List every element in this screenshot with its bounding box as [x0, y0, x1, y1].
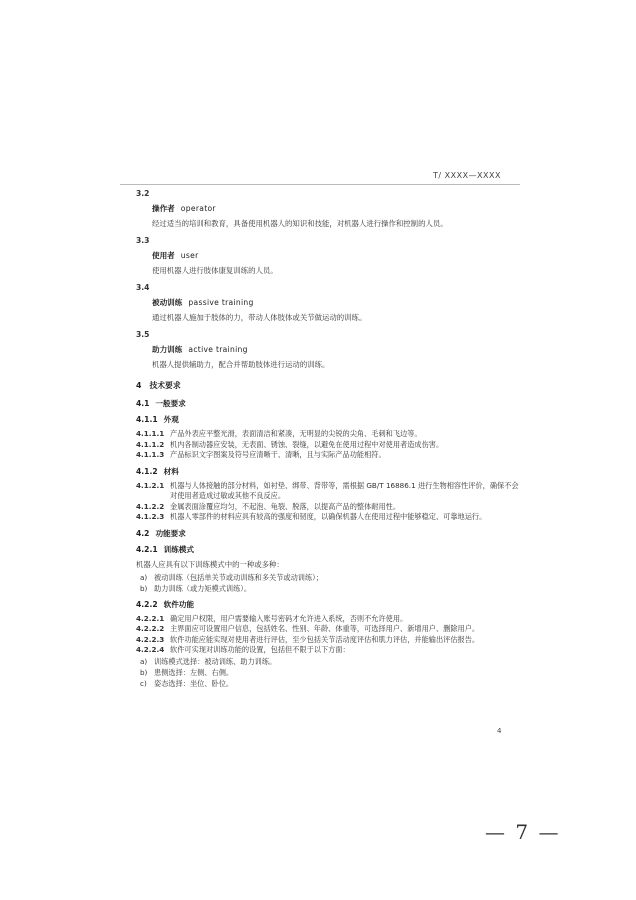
term-chinese: 使用者 — [152, 251, 175, 260]
clause-4-2-2-3 — [136, 635, 520, 646]
term-number: 3.5 — [136, 330, 150, 339]
term-heading — [152, 250, 520, 261]
subsection-heading-4-2-1 — [136, 544, 520, 555]
clause-number: 4.2.2.2 — [136, 624, 165, 633]
clause-text: 确定用户权限，用户需要输入账号密码才允许进入系统，否则不允许使用。 — [170, 613, 408, 623]
list-text: 患侧选择：左侧、右侧。 — [154, 667, 234, 677]
subsection-number: 4.1 — [136, 399, 150, 408]
clause-number: 4.1.1.2 — [136, 439, 165, 449]
section-title: 技术要求 — [149, 381, 181, 390]
term-heading — [152, 203, 520, 214]
term-chinese: 操作者 — [152, 204, 175, 213]
subsection-title: 功能要求 — [155, 528, 186, 538]
subsection-number: 4.2.2 — [136, 599, 158, 609]
clause-4-1-2-3 — [136, 512, 520, 523]
list-item — [140, 656, 520, 667]
list-item — [140, 583, 520, 594]
term-definition: 经过适当的培训和教育，具备使用机器人的知识和技能，对机器人进行操作和控制的人员。 — [152, 219, 448, 228]
subsection-heading-4-2 — [136, 528, 520, 539]
clause-text: 机内各制动器应安装，无表面、锈蚀、裂缝，以避免在使用过程中对使用者造成伤害。 — [170, 439, 444, 449]
standard-code: T/ XXXX—XXXX — [433, 171, 501, 180]
clause-text: 软件可实现对训练功能的设置，包括但不限于以下方面： — [170, 645, 350, 654]
subsection-heading-4-1-1 — [136, 414, 520, 425]
term-entry-3-3 — [136, 235, 520, 276]
subsection-number: 4.1.1 — [136, 415, 158, 424]
term-entry-3-4 — [136, 282, 520, 323]
term-chinese: 助力训练 — [152, 345, 183, 354]
list-item — [140, 667, 520, 678]
list-marker: b) — [140, 667, 148, 677]
subsection-heading-4-1 — [136, 398, 520, 409]
list-marker: c) — [140, 678, 147, 688]
clause-number: 4.1.1.3 — [136, 450, 165, 459]
section-number: 4 — [136, 381, 142, 390]
list-item — [140, 678, 520, 689]
list-text: 训练模式选择：被动训练、助力训练。 — [154, 656, 277, 666]
clause-4-1-1-3 — [136, 450, 520, 461]
clause-number: 4.1.1.1 — [136, 429, 165, 438]
subsection-number: 4.1.2 — [136, 466, 158, 476]
clause-4-1-2-1 — [136, 481, 520, 502]
header-divider — [120, 184, 520, 185]
folio-page-number: — 7 — — [485, 820, 561, 844]
clause-number: 4.2.2.3 — [136, 634, 165, 644]
clause-text: 主界面应可设置用户信息，包括姓名、性别、年龄、体重等，可选择用户、新增用户、删除用户。 — [170, 624, 480, 633]
inner-page-number: 4 — [497, 727, 502, 735]
term-number: 3.2 — [136, 189, 150, 198]
clause-number: 4.1.2.2 — [136, 501, 165, 511]
clause-text: 软件功能应能实现对使用者进行评估，至少包括关节活动度评估和肌力评估，并能输出评估报告。 — [170, 634, 480, 644]
subsection-title: 一般要求 — [155, 399, 186, 408]
term-number: 3.4 — [136, 283, 150, 292]
clause-number: 4.1.2.3 — [136, 512, 165, 521]
subsection-title: 训练模式 — [163, 544, 194, 554]
list-text: 被动训练（包括单关节或动训练和多关节或动训练）； — [154, 572, 323, 582]
list-item — [140, 572, 520, 583]
term-english: passive training — [188, 298, 254, 307]
document-body — [136, 188, 520, 689]
subsection-number: 4.2.1 — [136, 544, 158, 554]
list-marker: a) — [140, 572, 148, 582]
term-english: active training — [188, 345, 248, 354]
clause-text: 产品标识文字图案及符号应清晰干、清晰，且与实际产品功能相符。 — [170, 450, 386, 459]
term-heading — [152, 297, 520, 308]
term-english: user — [180, 251, 199, 260]
term-definition: 使用机器人进行肢体康复训练的人员。 — [152, 266, 278, 275]
clause-4-1-2-2 — [136, 502, 520, 513]
list-text: 助力训练（或力矩模式训练）。 — [154, 583, 252, 593]
term-chinese: 被动训练 — [152, 298, 183, 307]
subsection-number: 4.2 — [136, 528, 150, 538]
term-definition: 通过机器人施加于肢体的力，带动人体肢体或关节做运动的训练。 — [152, 313, 367, 322]
list-marker: a) — [140, 656, 148, 666]
term-entry-3-5 — [136, 329, 520, 370]
clause-number: 4.1.2.1 — [136, 480, 165, 490]
clause-text: 机器人零部件的材料应具有较高的强度和韧度，以确保机器人在使用过程中能够稳定、可靠地运行。 — [170, 512, 487, 521]
subsection-title: 软件功能 — [163, 599, 194, 609]
clause-number: 4.2.2.1 — [136, 613, 165, 623]
list-marker: b) — [140, 583, 148, 593]
list-text: 姿态选择：坐位、卧位。 — [154, 678, 234, 688]
clause-4-1-1-1 — [136, 429, 520, 440]
clause-text: 金属表面涂覆应均匀，不起泡、龟裂、脱落，以提高产品的整体耐用性。 — [170, 501, 401, 511]
clause-4-1-1-2 — [136, 440, 520, 451]
subsection-heading-4-1-2 — [136, 466, 520, 477]
clause-4-2-2-1 — [136, 614, 520, 625]
clause-text: 产品外表应平整光滑，表面清洁和紧凑，无明显的尖锐的尖角、毛刺和飞边等。 — [170, 429, 422, 438]
term-heading — [152, 344, 520, 355]
clause-4-2-2-4 — [136, 645, 520, 656]
subsection-title: 材料 — [163, 466, 179, 476]
clause-text: 机器与人体接触的部分材料，如衬垫、绑带、背带等，需根据 GB/T 16886.1 进行生物相容性评价，确保不会对使用者造成过敏或其他不良反应。 — [170, 480, 519, 500]
term-definition: 机器人提供辅助力，配合并帮助肢体进行运动的训练。 — [152, 360, 330, 369]
clause-number: 4.2.2.4 — [136, 645, 165, 654]
term-number: 3.3 — [136, 236, 150, 245]
clause-4-2-2-2 — [136, 624, 520, 635]
subsection-title: 外观 — [163, 415, 179, 424]
subsection-heading-4-2-2 — [136, 599, 520, 610]
term-english: operator — [180, 204, 216, 213]
section-heading-4 — [136, 380, 520, 392]
term-entry-3-2 — [136, 188, 520, 229]
training-mode-intro: 机器人应具有以下训练模式中的一种或多种： — [136, 559, 284, 569]
